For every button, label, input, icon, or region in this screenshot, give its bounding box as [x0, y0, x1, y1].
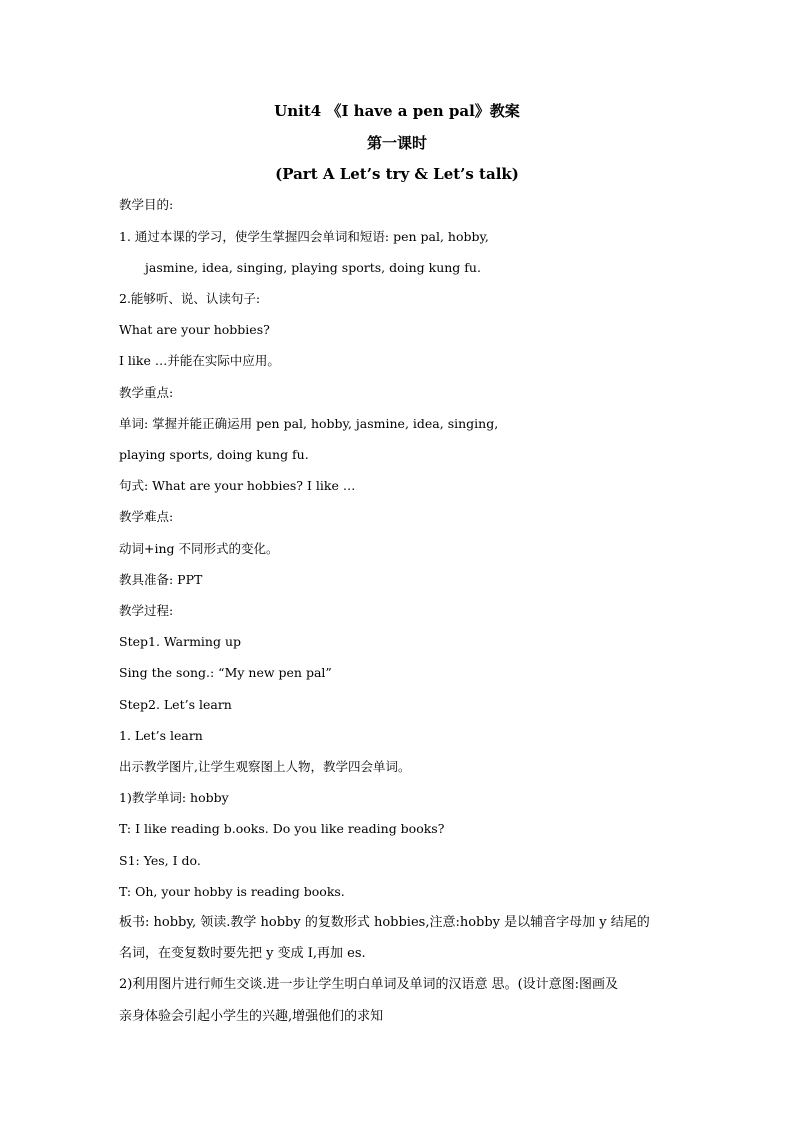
text-line: 教学重点: [119, 385, 174, 400]
lesson-part-heading: (Part A Let’s try & Let’s talk) [275, 165, 519, 183]
text-line: 2.能够听、说、认读句子: [119, 291, 261, 306]
text-line: playing sports, doing kung fu. [119, 447, 309, 462]
text-line: T: I like reading b.ooks. Do you like reading books? [119, 821, 445, 836]
text-line: 句式: What are your hobbies? I like … [119, 478, 356, 493]
text-line: S1: Yes, I do. [119, 853, 201, 868]
text-line: Step2. Let’s learn [119, 697, 232, 712]
text-line: 动词+ing 不同形式的变化。 [119, 541, 279, 556]
text-line: 2)利用图片进行师生交谈.进一步让学生明白单词及单词的汉语意 思。(设计意图:图画及 [119, 977, 619, 992]
text-line: Sing the song.: “My new pen pal” [119, 665, 332, 680]
text-line: I like …并能在实际中应用。 [119, 353, 280, 368]
text-line: 1)教学单词: hobby [119, 790, 229, 805]
text-line: 1. 通过本课的学习，使学生掌握四会单词和短语: pen pal, hobby, [119, 229, 489, 244]
text-line: jasmine, idea, singing, playing sports, doing kung fu. [145, 260, 481, 275]
text-line: Step1. Warming up [119, 634, 242, 649]
text-line: 亲身体验会引起小学生的兴趣,增强他们的求知 [119, 1009, 384, 1024]
text-line: T: Oh, your hobby is reading books. [119, 884, 345, 899]
text-line: 板书: hobby, 领读.教学 hobby 的复数形式 hobbies,注意:hobby 是以辅音字母加 y 结尾的 [119, 915, 650, 930]
text-line: 教学难点: [119, 509, 174, 524]
text-line: 教具准备: PPT [119, 572, 203, 587]
lesson-subtitle: 第一课时 [366, 134, 427, 152]
text-line: 教学过程: [119, 603, 174, 618]
text-line: What are your hobbies? [119, 322, 270, 337]
text-line: 出示教学图片,让学生观察图上人物，教学四会单词。 [119, 759, 411, 774]
text-line: 教学目的: [119, 197, 174, 212]
text-line: 名词，在变复数时要先把 y 变成 I,再加 es. [119, 946, 366, 961]
text-line: 单词: 掌握并能正确运用 pen pal, hobby, jasmine, idea, singing, [119, 416, 499, 431]
document-title: Unit4 《I have a pen pal》教案 [274, 102, 520, 120]
text-line: 1. Let’s learn [119, 728, 203, 743]
